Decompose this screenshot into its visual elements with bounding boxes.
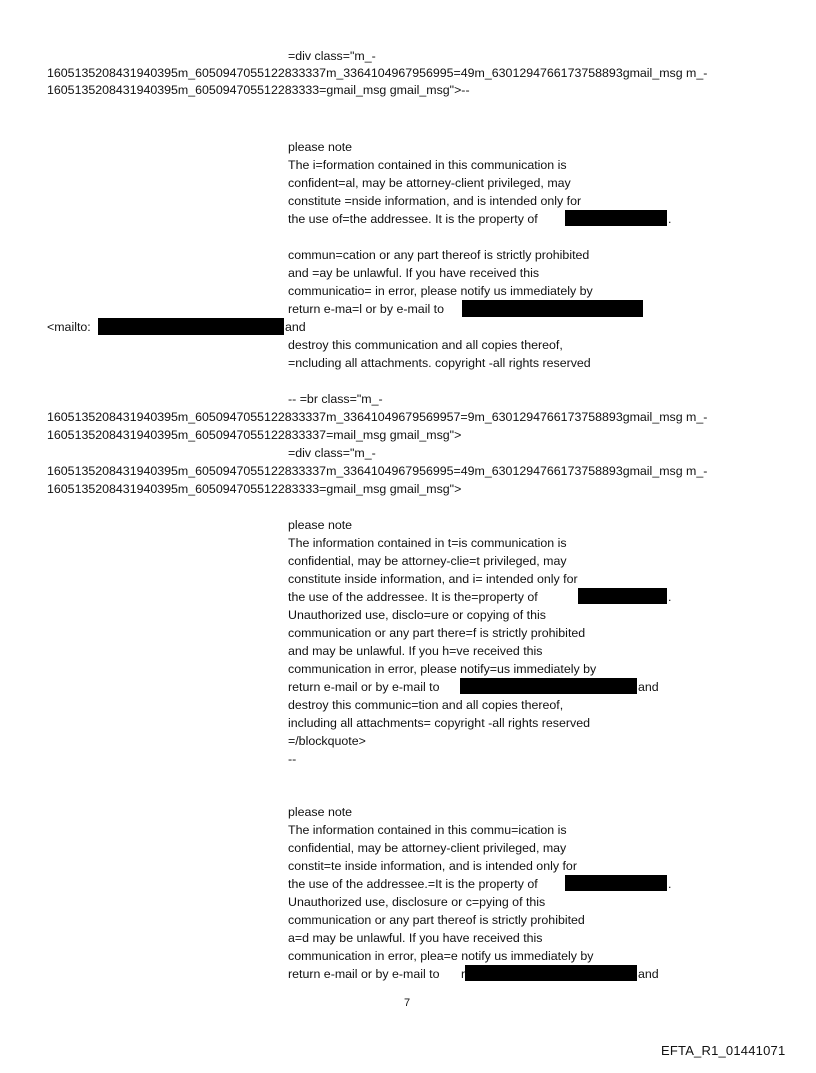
disclaimer-heading: please note (288, 140, 353, 154)
disclaimer-line: confident=al, may be attorney-client privileged, may (288, 176, 571, 190)
disclaimer-heading: please note (288, 805, 353, 819)
html-fragment-line: 1605135208431940395m_6050947055122833337m_3364104967956995=49m_6301294766173758893gmail_msg m_- (47, 66, 708, 80)
page-number: 7 (404, 997, 411, 1009)
disclaimer-line: The i=formation contained in this communication is (288, 158, 567, 172)
disclaimer-heading: please note (288, 518, 353, 532)
disclaimer-line: including all attachments= copyright -all rights reserved (288, 716, 590, 730)
disclaimer-line: Unauthorized use, disclosure or c=pying of this (288, 895, 546, 909)
html-fragment-line: 1605135208431940395m_6050947055122833337=mail_msg gmail_msg"> (47, 428, 462, 442)
redaction-box (98, 318, 284, 335)
html-fragment-line: =div class="m_- (288, 49, 376, 63)
disclaimer-line: the use of the addressee.=It is the property of (288, 877, 538, 891)
disclaimer-line: a=d may be unlawful. If you have received this (288, 931, 543, 945)
html-fragment-line: =/blockquote> (288, 734, 366, 748)
disclaimer-line: constitute inside information, and i= intended only for (288, 572, 578, 586)
disclaimer-line: destroy this communic=tion and all copies thereof, (288, 698, 564, 712)
disclaimer-line: return e-mail or by e-mail to (288, 680, 440, 694)
redaction-box (565, 210, 667, 226)
disclaimer-line: communication or any part there=f is strictly prohibited (288, 626, 586, 640)
disclaimer-line: . (668, 877, 672, 891)
disclaimer-line: r (461, 967, 466, 981)
disclaimer-line: return e-ma=l or by e-mail to (288, 302, 444, 316)
html-fragment-line: 1605135208431940395m_6050947055122833337m_33641049679569957=9m_6301294766173758893gmail_msg m_- (47, 410, 708, 424)
disclaimer-line: Unauthorized use, disclo=ure or copying of this (288, 608, 546, 622)
html-fragment-line: =div class="m_- (288, 446, 376, 460)
disclaimer-line: confidential, may be attorney-clie=t privileged, may (288, 554, 567, 568)
redaction-box (462, 300, 643, 317)
html-fragment-line: 1605135208431940395m_605094705512283333=gmail_msg gmail_msg">-- (47, 83, 470, 97)
document-id: EFTA_R1_01441071 (661, 1043, 786, 1058)
disclaimer-line: communication or any part thereof is strictly prohibited (288, 913, 585, 927)
html-fragment-line: 1605135208431940395m_6050947055122833337m_3364104967956995=49m_6301294766173758893gmail_msg m_- (47, 464, 708, 478)
disclaimer-line: constit=te inside information, and is intended only for (288, 859, 577, 873)
redaction-box (578, 588, 667, 604)
html-fragment-line: 1605135208431940395m_605094705512283333=gmail_msg gmail_msg"> (47, 482, 462, 496)
disclaimer-line: The information contained in t=is communication is (288, 536, 567, 550)
disclaimer-line: . (668, 590, 672, 604)
disclaimer-line: The information contained in this commu=ication is (288, 823, 567, 837)
disclaimer-line: . (668, 212, 672, 226)
disclaimer-line: communication in error, plea=e notify us immediately by (288, 949, 594, 963)
disclaimer-line: and may be unlawful. If you h=ve received this (288, 644, 543, 658)
mailto-fragment: <mailto: (47, 320, 91, 334)
disclaimer-line: return e-mail or by e-mail to (288, 967, 440, 981)
disclaimer-line: the use of the addressee. It is the=property of (288, 590, 538, 604)
disclaimer-line: destroy this communication and all copies thereof, (288, 338, 563, 352)
disclaimer-line: constitute =nside information, and is intended only for (288, 194, 582, 208)
disclaimer-line: confidential, may be attorney-client privileged, may (288, 841, 567, 855)
redaction-box (465, 965, 637, 981)
disclaimer-line: and (285, 320, 306, 334)
disclaimer-line: the use of=the addressee. It is the property of (288, 212, 538, 226)
disclaimer-line: =ncluding all attachments. copyright -all rights reserved (288, 356, 591, 370)
disclaimer-line: and (638, 967, 659, 981)
disclaimer-line: communication in error, please notify=us immediately by (288, 662, 597, 676)
disclaimer-line: and (638, 680, 659, 694)
redaction-box (460, 678, 637, 694)
disclaimer-line: and =ay be unlawful. If you have received this (288, 266, 540, 280)
redaction-box (565, 875, 667, 891)
disclaimer-line: communicatio= in error, please notify us immediately by (288, 284, 593, 298)
html-fragment-line: -- (288, 752, 297, 766)
disclaimer-line: commun=cation or any part thereof is strictly prohibited (288, 248, 590, 262)
html-fragment-line: -- =br class="m_- (288, 392, 383, 406)
